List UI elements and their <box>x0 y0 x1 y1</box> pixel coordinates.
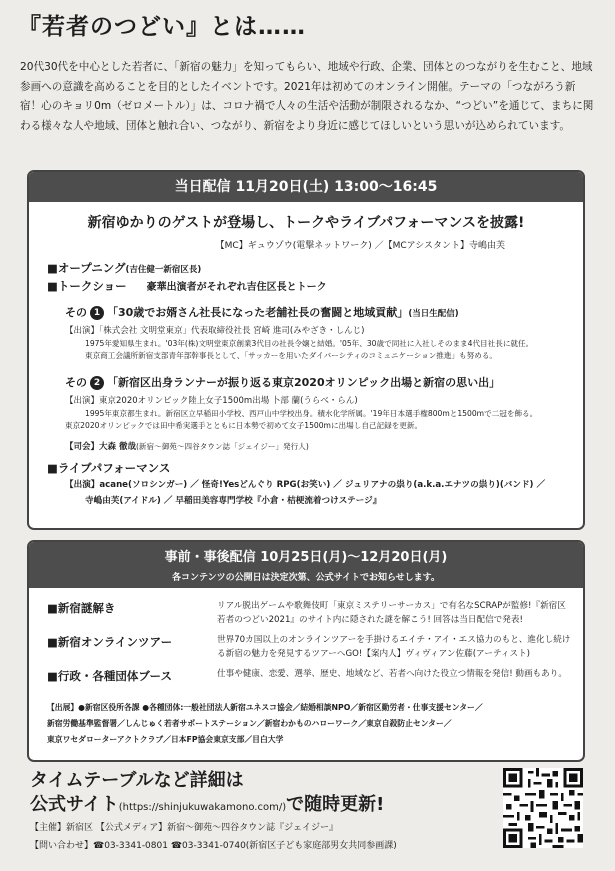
pre-post-header-note: 各コンテンツの公開日は決定次第、公式サイトでお知らせします。 <box>172 573 440 583</box>
talkshow-desc: 豪華出演者がそれぞれ吉住区長とトーク <box>146 282 327 293</box>
talkshow-row <box>47 278 327 294</box>
booth-desc: 仕事や健康、恋愛、選挙、歴史、地域など、若者へ向けた役立つ情報を発信! 動画もあり。 <box>217 669 567 679</box>
qr-code-icon[interactable] <box>503 768 583 848</box>
booth-label: ■行政・各種団体ブース <box>47 669 172 683</box>
segment-1-title: 「30歳でお婿さん社長になった老舗社長の奮闘と地域貢献」 <box>107 306 409 319</box>
segment-1-cast: 【出演】「株式会社 文明堂東京」代表取締役社長 宮崎 進司(みやざき・しんじ) <box>65 326 365 336</box>
opening-note: (吉住健一新宿区長) <box>125 265 202 275</box>
segment-1-bio-2: 東京商工会議所新宿支部青年部幹事長として、「サッカーを用いたダイバーシティのコミュニケーション推進」も努める。 <box>85 351 498 360</box>
host-note: (新宿〜御苑〜四谷タウン誌「ジェイジー」発行人) <box>135 442 309 451</box>
pre-post-header-title: 事前・事後配信 10月25日(月)〜12月20日(月) <box>164 550 448 565</box>
segment-2-bio-1: 1995年東京都生まれ。新宿区立早稲田小学校、西戸山中学校出身。積水化学所属。'19年日本選手権800mと1500mで二冠を飾る。 <box>85 409 538 418</box>
nazotoki-label: ■新宿謎解き <box>47 601 116 615</box>
update-text: で随時更新! <box>286 794 385 815</box>
mc-credits: 【MC】ギュウゾウ(電撃ネットワーク) ／【MCアシスタント】寺嶋由芙 <box>215 241 505 251</box>
segment-1-title-row <box>65 304 459 320</box>
pre-post-stream-box <box>27 540 585 762</box>
segment-1-note: (当日生配信) <box>408 309 459 319</box>
live-performance-label: ■ライブパフォーマンス <box>47 461 171 475</box>
segment-2-title-row <box>65 374 500 390</box>
footer-site-row <box>30 790 384 816</box>
segment-2-title: 「新宿区出身ランナーが振り返る東京2020オリンピック出場と新宿の思い出」 <box>107 376 501 389</box>
page-title: 『若者のつどい』とは…… <box>18 14 306 40</box>
footer-contact: 【問い合わせ】☎03-3341-0801 ☎03-3341-0740(新宿区子ども家庭部男女共同参画課) <box>30 841 397 851</box>
footer-organizer: 【主催】新宿区 【公式メディア】新宿〜御苑〜四谷タウン誌『ジェイジー』 <box>30 823 338 833</box>
segment-1-bio-1: 1975年愛知県生まれ。'03年(株)文明堂東京創業3代目の社長令嬢と結婚。'05年、30歳で同社に入社しそのまま4代目社長に就任。 <box>85 339 534 348</box>
online-tour-label: ■新宿オンラインツアー <box>47 635 173 649</box>
segment-2-bio-2: 東京2020オリンピックでは田中希実選手とともに日本勢で初めて女子1500mに出場し自己記録を更新。 <box>65 421 423 430</box>
live-stream-box <box>27 170 585 530</box>
nazotoki-desc: リアル脱出ゲームや歌舞伎町「東京ミステリーサーカス」で有名なSCRAPが監修!『新宿区若者のつどい2021』のサイト内に隠された謎を解こう! 回答は当日配信で発表! <box>217 601 566 625</box>
live-stream-header: 当日配信 11月20日(土) 13:00〜16:45 <box>29 172 583 202</box>
footer-headline: タイムテーブルなど詳細は <box>30 770 244 791</box>
intro-paragraph: 20代30代を中心とした若者に、「新宿の魅力」を知ってもらい、地域や行政、企業、団体とのつながりを生むこと、地域参画への意識を高めることを目的としたイベントです。2021年は初めてのオンライン開催。テーマの「つながろう新宿！心のキョリ0m（ゼロメートル）」は、コロナ禍で人々の生活や活動が制限されるなか、“つどい”を通じて、まちに関わる様々な人や地域、団体と触れ合い、つながり、新宿をより身近に感じてほしいという思いが込められています。 <box>20 61 594 132</box>
talkshow-label: ■トークショー <box>47 279 127 293</box>
opening-row <box>47 260 201 276</box>
segment-2-prefix: その <box>65 376 87 389</box>
exhibitors-line-3: 東京ワセダローターアクトクラブ／日本FP協会東京支部／目白大学 <box>47 735 284 744</box>
segment-2-cast: 【出演】東京2020オリンピック陸上女子1500m出場 卜部 蘭(うらべ・らん) <box>65 396 358 406</box>
segment-1-number-icon: 1 <box>90 306 104 320</box>
site-url-link[interactable]: (https://shinjukuwakamono.com/) <box>118 802 287 813</box>
site-label: 公式サイト <box>30 794 119 815</box>
online-tour-desc: 世界70カ国以上のオンラインツアーを手掛けるエイチ・アイ・エス協力のもと、進化し続ける新宿の魅力を発見するツアーへGO!【案内人】ヴィヴィアン佐藤(アーティスト) <box>217 635 571 659</box>
performance-cast-2: 寺嶋由芙(アイドル) ／ 早稲田美容専門学校『小倉・桔梗流着つけステージ』 <box>85 496 382 506</box>
host-row <box>65 440 309 452</box>
pre-post-header <box>29 542 583 588</box>
performance-cast-1: 【出演】acane(ソロシンガー) ／ 怪奇!Yesどんぐり RPG(お笑い) ／ ジュリアナの祟り(a.k.a.エナツの祟り)(バンド) ／ <box>65 480 546 490</box>
segment-1-prefix: その <box>65 306 87 319</box>
segment-2-number-icon: 2 <box>90 376 104 390</box>
opening-label: ■オープニング <box>47 261 126 275</box>
live-stream-subtitle: 新宿ゆかりのゲストが登場し、トークやライブパフォーマンスを披露! <box>87 215 525 231</box>
exhibitors-line-2: 新宿労働基準監督署／しんじゅく若者サポートステーション／新宿わかものハローワーク／東京自殺防止センター／ <box>47 719 452 728</box>
host-name: 【司会】大森 徹哉 <box>65 442 136 452</box>
exhibitors-line-1: 【出展】●新宿区役所各課 ●各種団体:一般社団法人新宿ユネスコ協会／結婚相談NPO／新宿区勤労者・仕事支援センター／ <box>47 703 483 712</box>
